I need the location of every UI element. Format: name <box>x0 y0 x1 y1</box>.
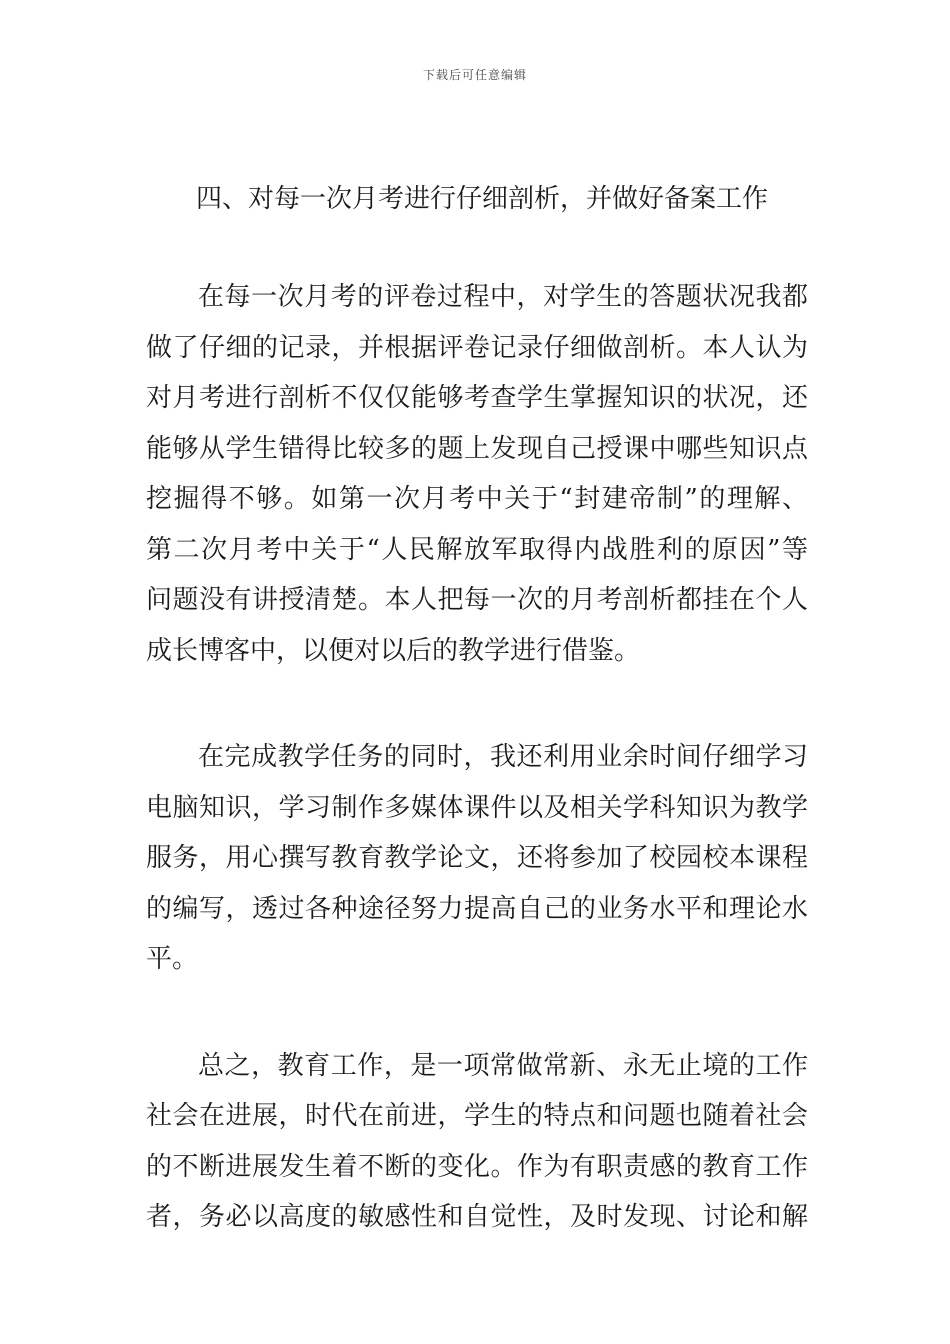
paragraph-3 <box>146 1041 808 1243</box>
section-heading: 四、对每一次月考进行仔细剖析，并做好备案工作 <box>196 184 769 214</box>
paragraph-line: 的不断进展发生着不断的变化。作为有职责感的教育工作 <box>146 1151 808 1182</box>
paragraph-line: 问题没有讲授清楚。本人把每一次的月考剖析都挂在个人 <box>146 585 808 615</box>
paragraph-line: 在完成教学任务的同时，我还利用业余时间仔细学习 <box>198 742 808 772</box>
header-note: 下载后可任意编辑 <box>422 68 527 82</box>
paragraph-line: 平。 <box>146 944 199 974</box>
paragraph-line: 对月考进行剖析不仅仅能够考查学生掌握知识的状况，还 <box>146 383 808 413</box>
paragraph-line: 能够从学生错得比较多的题上发现自己授课中哪些知识点 <box>146 433 808 464</box>
paragraph-line: 电脑知识，学习制作多媒体课件以及相关学科知识为教学 <box>146 792 808 823</box>
paragraph-line: 成长博客中，以便对以后的教学进行借鉴。 <box>146 635 641 666</box>
paragraph-line: 者，务必以高度的敏感性和自觉性，及时发现、讨论和解 <box>146 1202 808 1232</box>
paragraph-line: 的编写，透过各种途径努力提高自己的业务水平和理论水 <box>146 893 808 924</box>
paragraph-line: 在每一次月考的评卷过程中，对学生的答题状况我都 <box>198 282 808 312</box>
paragraph-line: 社会在进展，时代在前进，学生的特点和问题也随着社会 <box>146 1101 808 1131</box>
paragraph-2 <box>146 732 808 985</box>
paragraph-1 <box>146 272 808 676</box>
document-body <box>146 178 808 1299</box>
paragraph-line: 第二次月考中关于“人民解放军取得内战胜利的原因”等 <box>146 534 808 565</box>
paragraph-line: 挖掘得不够。如第一次月考中关于“封建帝制”的理解、 <box>146 484 808 514</box>
paragraph-line: 总之，教育工作，是一项常做常新、永无止境的工作 <box>198 1050 808 1081</box>
paragraph-line: 服务，用心撰写教育教学论文，还将参加了校园校本课程 <box>146 843 808 873</box>
paragraph-line: 做了仔细的记录，并根据评卷记录仔细做剖析。本人认为 <box>146 332 808 363</box>
